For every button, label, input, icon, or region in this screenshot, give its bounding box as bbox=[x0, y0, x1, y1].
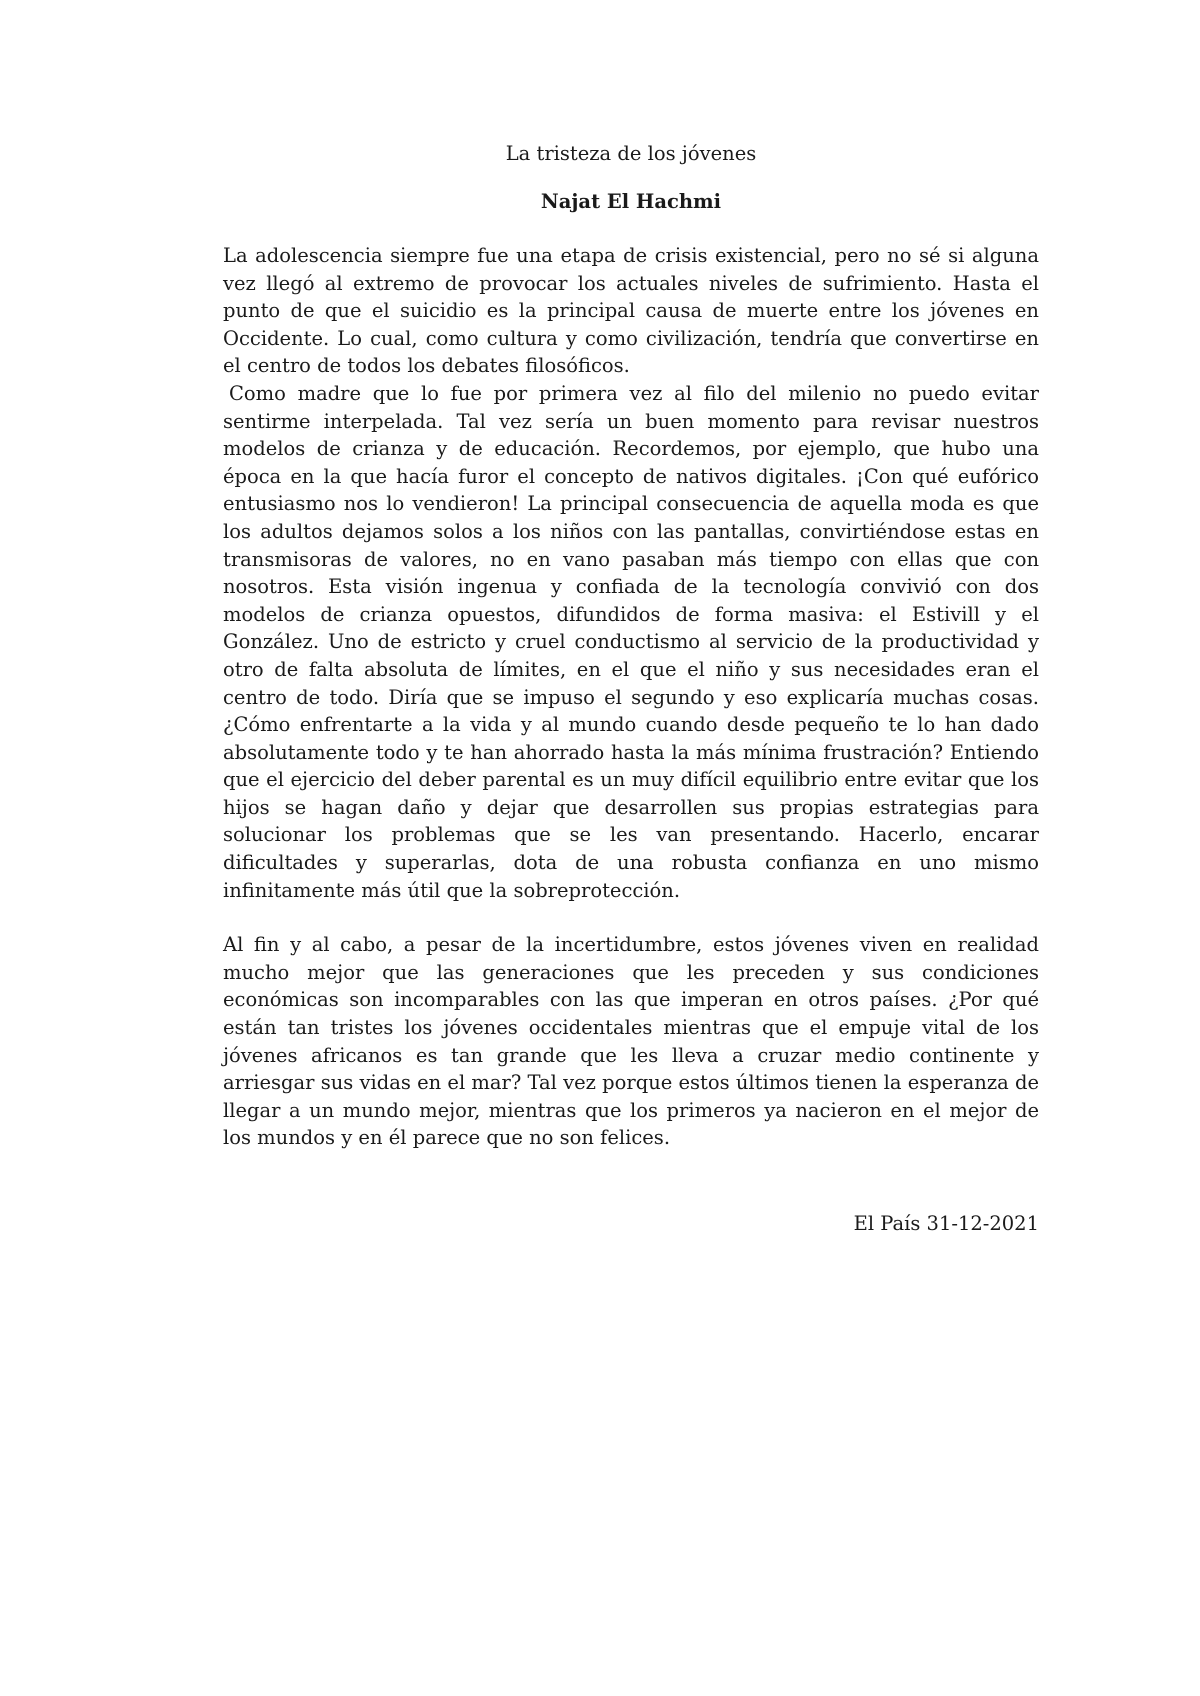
document-title: La tristeza de los jóvenes bbox=[505, 142, 757, 165]
source-citation: El País 31-12-2021 bbox=[853, 1212, 1039, 1235]
paragraph-1: La adolescencia siempre fue una etapa de crisis existencial, pero no sé si alguna vez llegó al extremo de provocar los actuales niveles de sufrimiento. Hasta el punto de que el suicidio es la principal causa de muerte entre los jóvenes en Occidente. Lo cual, como cultura y como civilización, tendría que convertirse en el centro de todos los debates filosóficos. bbox=[223, 244, 1039, 378]
paragraph-2: Como madre que lo fue por primera vez al filo del milenio no puedo evitar sentirme interpelada. Tal vez sería un buen momento para revisar nuestros modelos de crianza y de educación. Recordemos, por ejemplo, que hubo una época en la que hacía furor el concepto de nativos digitales. ¡Con qué eufórico entusiasmo nos lo vendieron! La principal consecuencia de aquella moda es que los adultos dejamos solos a los niños con las pantallas, convirtiéndose estas en transmisoras de valores, no en vano pasaban más tiempo con ellas que con nosotros. Esta visión ingenua y confiada de la tecnología convivió con dos modelos de crianza opuestos, difundidos de forma masiva: el Estivill y el González. Uno de estricto y cruel conductismo al servicio de la productividad y otro de falta absoluta de límites, en el que el niño y sus necesidades eran el centro de todo. Diría que se impuso el segundo y eso explicaría muchas cosas. ¿Cómo enfrentarte a la vida y al mundo cuando desde pequeño te lo han dado absolutamente todo y te han ahorrado hasta la más mínima frustración? Entiendo que el ejercicio del deber parental es un muy difícil equilibrio entre evitar que los hijos se hagan daño y dejar que desarrollen sus propias estrategias para solucionar los problemas que se les van presentando. Hacerlo, encarar dificultades y superarlas, dota de una robusta confianza en uno mismo infinitamente más útil que la sobreprotección. bbox=[223, 381, 1039, 902]
document-body bbox=[223, 140, 1039, 1238]
paragraph-3: Al fin y al cabo, a pesar de la incertidumbre, estos jóvenes viven en realidad mucho mejor que las generaciones que les preceden y sus condiciones económicas son incomparables con las que imperan en otros países. ¿Por qué están tan tristes los jóvenes occidentales mientras que el empuje vital de los jóvenes africanos es tan grande que les lleva a cruzar medio continente y arriesgar sus vidas en el mar? Tal vez porque estos últimos tienen la esperanza de llegar a un mundo mejor, mientras que los primeros ya nacieron en el mejor de los mundos y en él parece que no son felices. bbox=[223, 933, 1039, 1150]
author-name: Najat El Hachmi bbox=[540, 190, 722, 213]
